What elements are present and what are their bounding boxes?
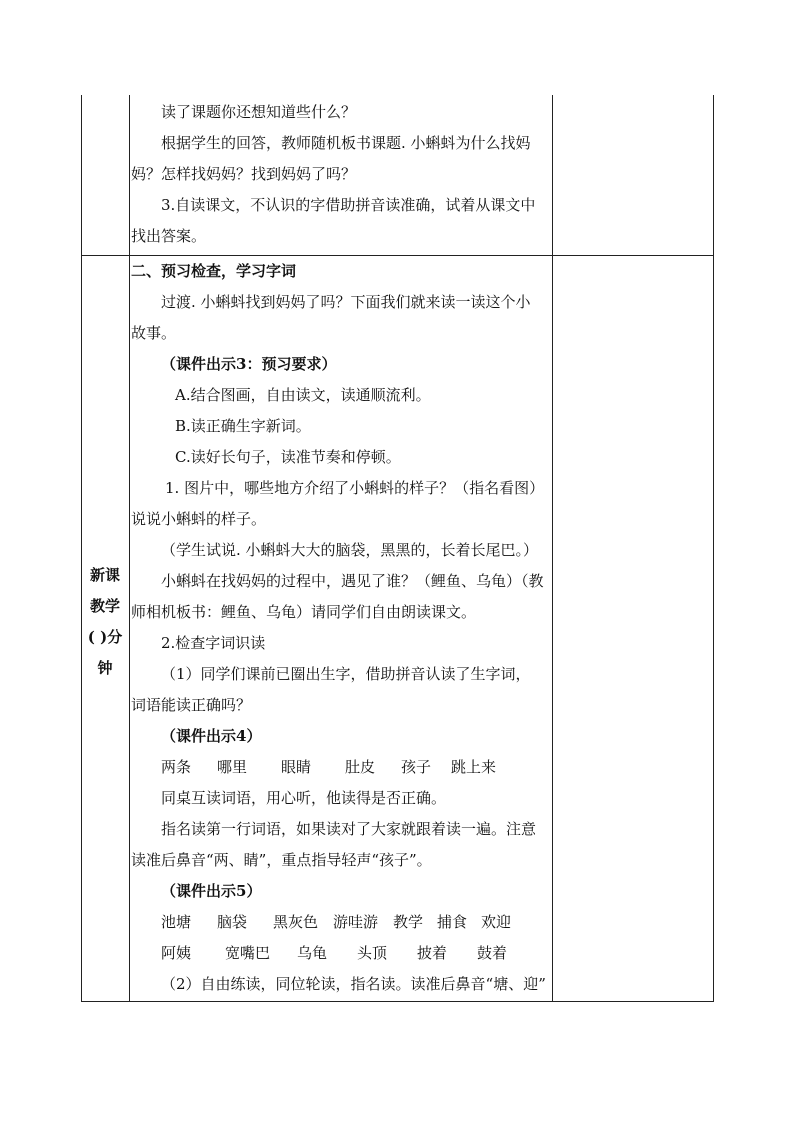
word: 披着 bbox=[417, 944, 448, 962]
word: 教学 bbox=[393, 913, 424, 931]
text-line: 妈？怎样找妈妈？找到妈妈了吗？ bbox=[131, 165, 357, 183]
word: 孩子 bbox=[401, 758, 432, 776]
word-list-4 bbox=[131, 752, 551, 783]
text-line: 根据学生的回答，教师随机板书课题. 小蝌蚪为什么找妈 bbox=[161, 134, 531, 152]
word: 欢迎 bbox=[481, 913, 512, 931]
table-border-right-top bbox=[713, 95, 714, 255]
text-line: （2）自由练读，同位轮读，指名读。读准后鼻音“塘、迎” bbox=[161, 975, 546, 993]
requirement-c: C.读好长句子，读准节奏和停顿。 bbox=[175, 448, 401, 466]
text-line: 说说小蝌蚪的样子。 bbox=[131, 510, 267, 528]
side-label-line: 钟 bbox=[97, 659, 113, 677]
word: 头顶 bbox=[357, 944, 388, 962]
word: 阿姨 bbox=[161, 944, 192, 962]
word: 黑灰色 bbox=[273, 913, 319, 931]
section-heading: 二、预习检查，学习字词 bbox=[131, 262, 297, 280]
text-line: 小蝌蚪在找妈妈的过程中，遇见了谁？（鲤鱼、乌龟）（教 bbox=[161, 572, 544, 590]
word-list-5a bbox=[131, 907, 551, 938]
word: 两条 bbox=[161, 758, 192, 776]
text-line: 指名读第一行词语，如果读对了大家就跟着读一遍。注意 bbox=[161, 820, 537, 838]
word: 鼓着 bbox=[477, 944, 508, 962]
text-line: 3.自读课文，不认识的字借助拼音读准确，试着从课文中 bbox=[161, 196, 536, 214]
text-line: 过渡. 小蝌蚪找到妈妈了吗？下面我们就来读一读这个小 bbox=[161, 293, 531, 311]
word: 跳上来 bbox=[451, 758, 497, 776]
side-label-line: ( )分 bbox=[87, 628, 123, 646]
table-border-bottom bbox=[81, 1001, 714, 1002]
word: 眼睛 bbox=[281, 758, 312, 776]
text-line: 故事。 bbox=[131, 324, 177, 342]
word: 捕食 bbox=[437, 913, 468, 931]
table-border-left-top bbox=[81, 95, 82, 255]
word: 乌龟 bbox=[297, 944, 328, 962]
word: 宽嘴巴 bbox=[225, 944, 271, 962]
courseware-label: （课件出示4） bbox=[161, 727, 262, 745]
courseware-label: （课件出示3：预习要求） bbox=[161, 355, 337, 373]
text-line: （学生试说. 小蝌蚪大大的脑袋，黑黑的，长着长尾巴。） bbox=[161, 541, 539, 559]
text-line: （1）同学们课前已圈出生字，借助拼音认读了生字词， bbox=[161, 665, 531, 683]
text-line: 2.检查字词识读 bbox=[161, 634, 266, 652]
requirement-a: A.结合图画，自由读文，读通顺流利。 bbox=[175, 386, 431, 404]
word: 脑袋 bbox=[217, 913, 248, 931]
courseware-label: （课件出示5） bbox=[161, 882, 262, 900]
text-line: 找出答案。 bbox=[131, 227, 207, 245]
text-line: 读准后鼻音“两、睛”，重点指导轻声“孩子”。 bbox=[131, 851, 432, 869]
word: 肚皮 bbox=[345, 758, 376, 776]
table-border-right bbox=[713, 255, 714, 1002]
requirement-b: B.读正确生字新词。 bbox=[175, 417, 311, 435]
section-1-content bbox=[131, 97, 551, 252]
text-line: 师相机板书：鲤鱼、乌龟）请同学们自由朗读课文。 bbox=[131, 603, 477, 621]
table-divider-2 bbox=[552, 95, 553, 1002]
text-line: 词语能读正确吗？ bbox=[131, 696, 252, 714]
section-2-content bbox=[131, 256, 551, 1000]
text-line: 同桌互读词语，用心听，他读得是否正确。 bbox=[161, 789, 447, 807]
text-line: 1. 图片中，哪些地方介绍了小蝌蚪的样子？（指名看图） bbox=[165, 479, 545, 497]
table-divider-1 bbox=[129, 95, 130, 1002]
section-side-label bbox=[81, 560, 129, 684]
word: 哪里 bbox=[217, 758, 248, 776]
word-list-5b bbox=[131, 938, 551, 969]
word: 游哇游 bbox=[333, 913, 379, 931]
side-label-line: 新课 bbox=[89, 566, 120, 584]
text-line: 读了课题你还想知道些什么？ bbox=[161, 103, 357, 121]
word: 池塘 bbox=[161, 913, 192, 931]
side-label-line: 教学 bbox=[89, 597, 120, 615]
